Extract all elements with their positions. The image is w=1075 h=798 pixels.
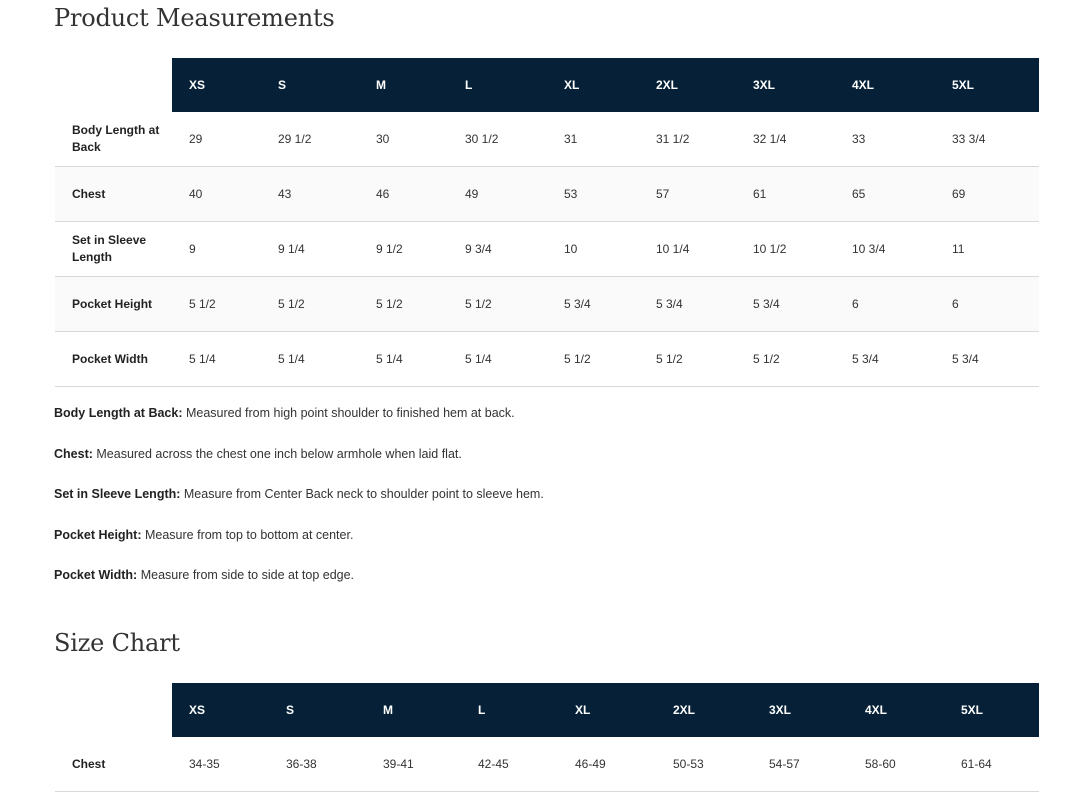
- row-label: Pocket Height: [55, 277, 172, 332]
- table-cell: 5 1/2: [359, 277, 448, 332]
- table-cell: 6: [835, 277, 935, 332]
- table-cell: 31 1/2: [639, 112, 736, 167]
- size-header: XL: [558, 683, 656, 737]
- table-cell: 5 1/4: [261, 332, 359, 387]
- size-header: XS: [172, 683, 269, 737]
- table-cell: 9 3/4: [448, 222, 547, 277]
- definition-item: [54, 445, 544, 486]
- definition-text: Measure from Center Back neck to shoulder point to sleeve hem.: [180, 487, 544, 501]
- size-chart-header-row: [55, 683, 1039, 737]
- size-header: 4XL: [835, 58, 935, 112]
- table-cell: 49: [448, 167, 547, 222]
- size-header: 2XL: [639, 58, 736, 112]
- table-cell: 10: [547, 222, 639, 277]
- table-cell: 9 1/4: [261, 222, 359, 277]
- table-cell: 65: [835, 167, 935, 222]
- table-cell: 33 3/4: [935, 112, 1039, 167]
- table-cell: 57: [639, 167, 736, 222]
- definition-text: Measured from high point shoulder to finished hem at back.: [182, 406, 515, 420]
- product-measurements-title: Product Measurements: [54, 4, 335, 32]
- row-label: Pocket Width: [55, 332, 172, 387]
- table-cell: 46-49: [558, 737, 656, 792]
- table-cell: 30 1/2: [448, 112, 547, 167]
- table-cell: 5 1/2: [547, 332, 639, 387]
- table-cell: 9 1/2: [359, 222, 448, 277]
- row-label: Chest: [55, 737, 172, 792]
- table-cell: 10 3/4: [835, 222, 935, 277]
- size-header: 4XL: [848, 683, 944, 737]
- product-measurements-table: [55, 58, 1039, 387]
- definition-item: [54, 526, 544, 567]
- table-cell: 34-35: [172, 737, 269, 792]
- table-cell: 5 1/4: [359, 332, 448, 387]
- size-header: 3XL: [752, 683, 848, 737]
- table-cell: 30: [359, 112, 448, 167]
- header-corner: [55, 683, 172, 737]
- table-cell: 6: [935, 277, 1039, 332]
- size-header: 5XL: [944, 683, 1039, 737]
- table-cell: 5 3/4: [547, 277, 639, 332]
- table-cell: 10 1/4: [639, 222, 736, 277]
- header-corner: [55, 58, 172, 112]
- table-cell: 39-41: [366, 737, 461, 792]
- table-cell: 29: [172, 112, 261, 167]
- table-row: [55, 222, 1039, 277]
- definition-term: Pocket Width:: [54, 568, 138, 582]
- size-chart-table: [55, 683, 1039, 792]
- size-header: 2XL: [656, 683, 752, 737]
- measurement-definitions: [54, 404, 544, 607]
- definition-term: Chest:: [54, 446, 93, 461]
- row-label: Chest: [55, 167, 172, 222]
- size-chart-title: Size Chart: [54, 629, 180, 657]
- size-header: M: [359, 58, 448, 112]
- table-cell: 29 1/2: [261, 112, 359, 167]
- table-cell: 5 3/4: [835, 332, 935, 387]
- table-cell: 46: [359, 167, 448, 222]
- definition-text: Measured across the chest one inch below armhole when laid flat.: [92, 446, 462, 461]
- definition-text: Measure from top to bottom at center.: [141, 527, 354, 542]
- row-label: Set in Sleeve Length: [55, 222, 172, 277]
- table-row: [55, 167, 1039, 222]
- table-cell: 10 1/2: [736, 222, 835, 277]
- table-cell: 53: [547, 167, 639, 222]
- size-header: S: [261, 58, 359, 112]
- table-cell: 61: [736, 167, 835, 222]
- table-row: [55, 737, 1039, 792]
- definition-item: [54, 404, 544, 445]
- measurements-header-row: [55, 58, 1039, 112]
- size-header: L: [461, 683, 558, 737]
- table-cell: 69: [935, 167, 1039, 222]
- size-header: M: [366, 683, 461, 737]
- table-cell: 5 1/2: [261, 277, 359, 332]
- table-cell: 5 1/2: [639, 332, 736, 387]
- table-cell: 5 1/2: [172, 277, 261, 332]
- definition-item: [54, 485, 544, 526]
- size-header: S: [269, 683, 366, 737]
- row-label: Body Length at Back: [55, 112, 172, 167]
- definition-item: [54, 566, 544, 607]
- table-cell: 5 1/4: [172, 332, 261, 387]
- table-cell: 5 1/4: [448, 332, 547, 387]
- size-header: 3XL: [736, 58, 835, 112]
- table-cell: 40: [172, 167, 261, 222]
- table-cell: 42-45: [461, 737, 558, 792]
- table-cell: 32 1/4: [736, 112, 835, 167]
- table-row: [55, 112, 1039, 167]
- size-header: 5XL: [935, 58, 1039, 112]
- table-cell: 58-60: [848, 737, 944, 792]
- table-cell: 5 3/4: [639, 277, 736, 332]
- table-cell: 5 3/4: [935, 332, 1039, 387]
- definition-term: Set in Sleeve Length:: [54, 487, 181, 501]
- table-cell: 43: [261, 167, 359, 222]
- size-header: L: [448, 58, 547, 112]
- table-cell: 61-64: [944, 737, 1039, 792]
- table-cell: 11: [935, 222, 1039, 277]
- definition-text: Measure from side to side at top edge.: [137, 568, 355, 582]
- definition-term: Pocket Height:: [54, 527, 142, 542]
- table-row: [55, 277, 1039, 332]
- size-header: XL: [547, 58, 639, 112]
- table-cell: 33: [835, 112, 935, 167]
- table-cell: 50-53: [656, 737, 752, 792]
- table-cell: 5 3/4: [736, 277, 835, 332]
- table-cell: 31: [547, 112, 639, 167]
- definition-term: Body Length at Back:: [54, 406, 183, 420]
- table-cell: 54-57: [752, 737, 848, 792]
- table-cell: 36-38: [269, 737, 366, 792]
- table-cell: 9: [172, 222, 261, 277]
- table-cell: 5 1/2: [448, 277, 547, 332]
- size-header: XS: [172, 58, 261, 112]
- table-row: [55, 332, 1039, 387]
- table-cell: 5 1/2: [736, 332, 835, 387]
